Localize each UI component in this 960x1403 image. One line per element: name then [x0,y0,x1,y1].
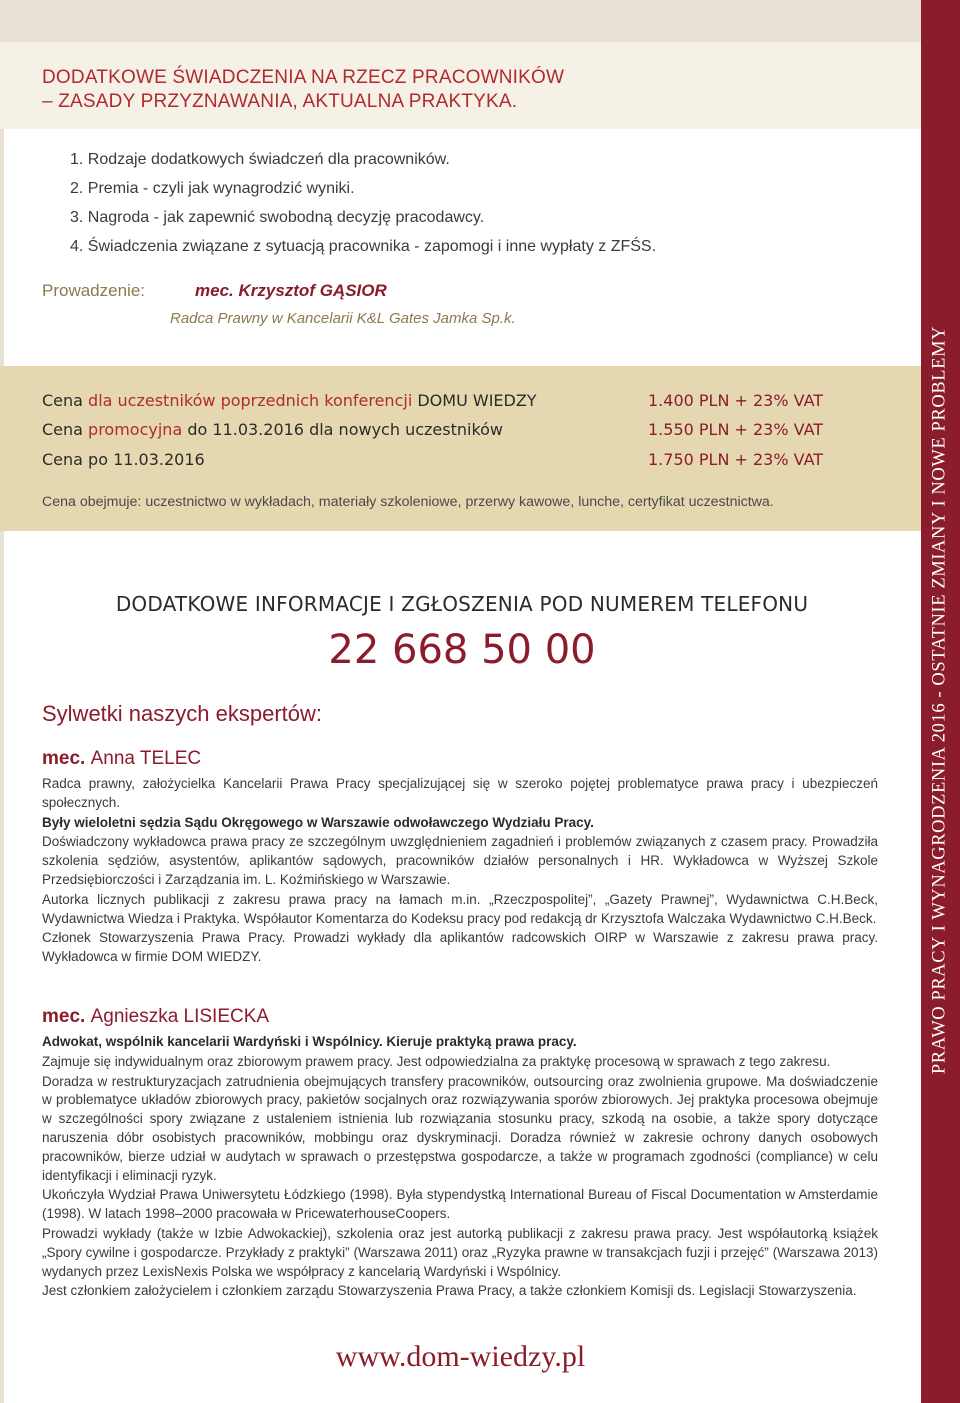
bio-paragraph: Jest członkiem założycielem i członkiem zarządu Stowarzyszenia Prawa Pracy, a także członkiem Komisji ds. Legislacji Stowarzyszenia. [42,1283,857,1299]
leader-name: mec. Krzysztof GĄSIOR [195,281,387,300]
price-value: 1.750 PLN + 23% VAT [648,450,824,469]
leader-label: Prowadzenie: [42,281,146,300]
price-row-previous-participants [42,391,902,415]
price-label-text: Cena [42,391,89,410]
price-label [42,420,632,439]
expert-title: mec. [42,1006,91,1027]
side-bar-title: PRAWO PRACY I WYNAGRODZENIA 2016 - OSTATNIE ZMIANY I NOWE PROBLEMY [929,325,950,1075]
bio-paragraph: Zajmuje się indywidualnym oraz zbiorowym prawem pracy. Jest odpowiedzialna za praktykę procesową w sprawach z tego zakresu. [42,1053,831,1069]
bio-paragraph: Adwokat, wspólnik kancelarii Wardyński i Wspólnicy. Kieruje praktyką prawa pracy. [42,1034,577,1049]
price-note: Cena obejmuje: uczestnictwo w wykładach, materiały szkoleniowe, przerwy kawowe, lunche, certyfikat uczestnictwa. [42,494,774,510]
info-heading: DODATKOWE INFORMACJE I ZGŁOSZENIA POD NUMEREM TELEFONU [115,592,809,616]
price-row-standard [42,450,902,474]
bio-paragraph: Prowadzi wykłady (także w Izbie Adwokackiej), szkolenia oraz jest autorką publikacji z zakresu prawa pracy. Jest współautorką książek „Spory cywilne i gospodarcze. Przykłady z praktyki” (Warszawa 2011) oraz „Ryzyka prawne w transakcjach fuzji i przejęć” (Warszawa 2013) wydanych przez LexisNexis Polska we współpracy z kancelarią Wardyński i Wspólnicy. [42,1225,878,1279]
price-label-text: DOMU WIEDZY [412,391,537,410]
price-label-text: Cena [42,420,89,439]
price-label: Cena po 11.03.2016 [42,450,205,469]
expert-bio-lisiecka [42,1033,878,1302]
price-value: 1.550 PLN + 23% VAT [648,420,824,439]
page-title [42,66,902,114]
agenda-item: 3. Nagroda - jak zapewnić swobodną decyzję pracodawcy. [70,209,485,226]
price-label-text: do 11.03.2016 dla nowych uczestników [182,420,504,439]
leader-role: Radca Prawny w Kancelarii K&L Gates Jamka Sp.k. [170,310,516,327]
bio-paragraph: Ukończyła Wydział Prawa Uniwersytetu Łódzkiego (1998). Była stypendystką International Bureau of Fiscal Documentation w Amsterdamie (1998). W latach 1998–2000 pracowała w PricewaterhouseCoopers. [42,1187,878,1222]
expert-bio-telec [42,775,878,968]
price-label-accent: dla uczestników poprzednich konferencji [88,391,413,410]
phone-number: 22 668 50 00 [328,627,596,673]
bio-paragraph: Były wieloletni sędzia Sądu Okręgowego w Warszawie odwoławczego Wydziału Pracy. [42,814,594,830]
experts-heading: Sylwetki naszych ekspertów: [42,701,322,726]
bio-paragraph: Członek Stowarzyszenia Prawa Pracy. Prowadzi wykłady dla aplikantów radcowskich OIRP w Warszawie z zakresu prawa pracy. Wykładowca w firmie DOM WIEDZY. [42,930,878,965]
expert-fullname: Agnieszka LISIECKA [90,1006,270,1027]
left-strip [0,0,4,1403]
bio-paragraph: Doradza w restrukturyzacjach zatrudnienia obejmujących transfery pracowników, outsourcing oraz zwolnienia grupowe. Ma doświadczenie w problematyce układów zbiorowych pracy, pakietów socjalnych oraz rozwiązywania sporów zbiorowych. Jej praktyka procesowa obejmuje w szczególności spory związane z ustaleniem istnienia lub rozwiązania stosunku pracy, szkodą na osobie, a także spory dotyczące naruszenia dóbr osobistych pracowników, mobbingu oraz dyskryminacji. Doradza również w zakresie ochrony danych osobowych pracowników, bierze udział w audytach w sprawach o przestępstwa gospodarcze, a także w programach zgodności (compliance) w celu identyfikacji i eliminacji ryzyk. [42,1073,878,1183]
bio-paragraph: Radca prawny, założycielka Kancelarii Prawa Pracy specjalizującej się w szeroko pojętej problematyce prawa pracy i ubezpieczeń społecznych. [42,776,878,810]
agenda-item: 1. Rodzaje dodatkowych świadczeń dla pracowników. [70,151,450,168]
expert-fullname: Anna TELEC [90,748,202,769]
title-line-1: DODATKOWE ŚWIADCZENIA NA RZECZ PRACOWNIKÓW [42,67,565,88]
price-value: 1.400 PLN + 23% VAT [648,391,824,410]
expert-name-lisiecka [42,1006,269,1028]
bio-paragraph: Autorka licznych publikacji z zakresu prawa pracy na łamach m.in. „Rzeczpospolitej”, „Gazety Prawnej”, Wydawnictwa C.H.Beck, Wydawnictwa Wiedza i Praktyka. Współautor Komentarza do Kodeksu pracy pod redakcją dr Krzysztofa Walczaka Wydawnictwo C.H.Beck. [42,891,878,926]
agenda-item: 4. Świadczenia związane z sytuacją pracownika - zapomogi i inne wypłaty z ZFŚS. [70,238,657,255]
price-row-promo [42,420,902,444]
bio-paragraph: Doświadczony wykładowca prawa pracy ze szczególnym uwzględnieniem zagadnień i problemów związanych z czasem pracy. Prowadziła szkolenia sędziów, asystentów, aplikantów sądowych, pracowników działów personalnych i HR. Wykładowca w Wyższej Szkole Przedsiębiorczości i Zarządzania im. L. Koźmińskiego w Warszawie. [42,834,878,887]
title-line-2: – ZASADY PRZYZNAWANIA, AKTUALNA PRAKTYKA. [42,91,518,112]
price-label [42,391,632,410]
expert-name-telec [42,748,201,770]
top-band [0,0,921,42]
agenda-list [70,145,910,261]
expert-title: mec. [42,748,91,769]
agenda-item: 2. Premia - czyli jak wynagrodzić wyniki. [70,180,355,197]
price-label-accent: promocyjna [88,420,183,439]
website-url[interactable]: www.dom-wiedzy.pl [335,1340,586,1373]
